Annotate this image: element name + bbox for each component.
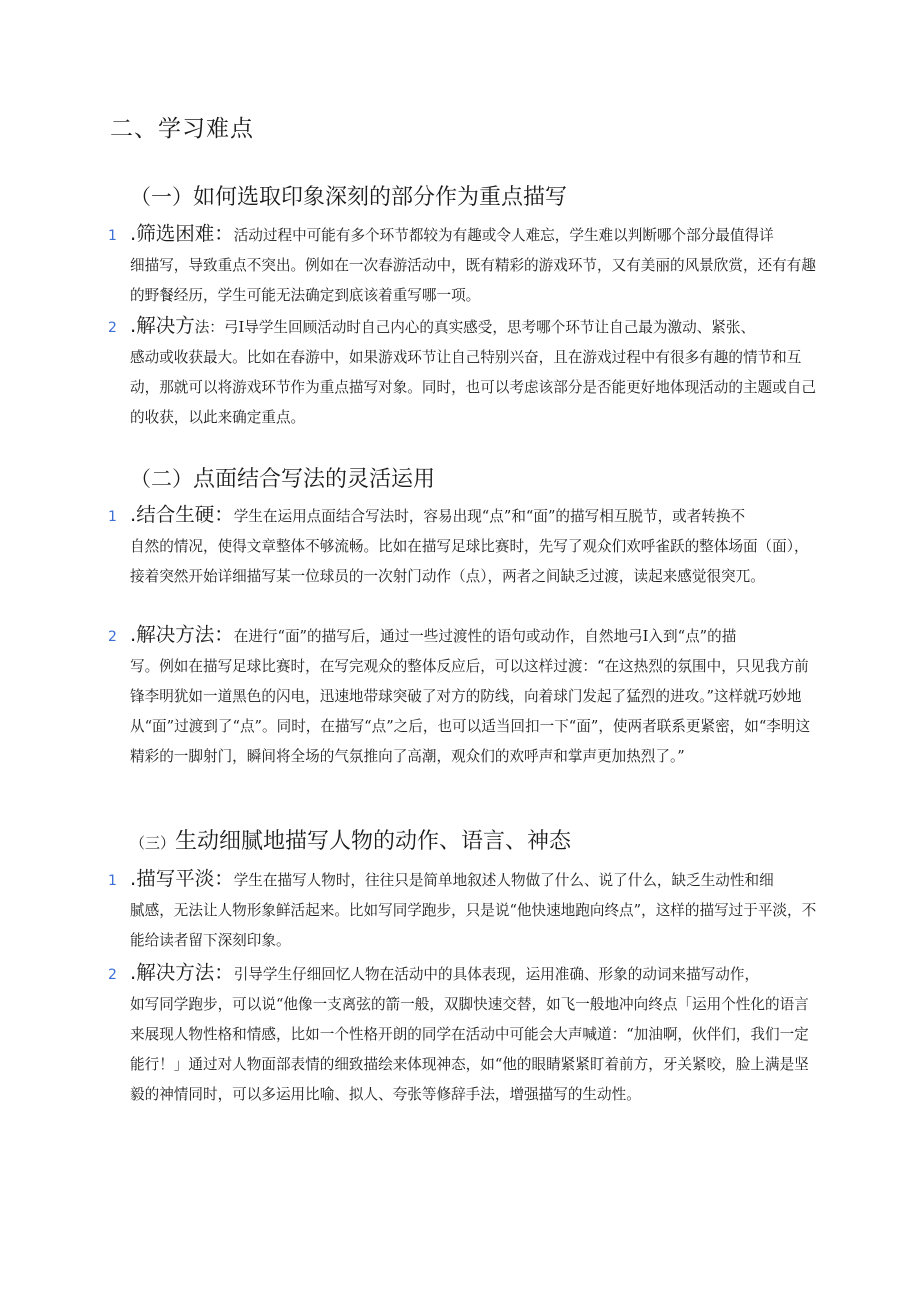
item-lead: .解决方: [130, 314, 195, 337]
item-lead: .筛选困难：: [130, 222, 234, 245]
item-continuation: 如写同学跑步，可以说“他像一支离弦的箭一般，双脚快速交替，如飞一般地冲向终点「运用个性化的语言来展现人物性格和情感，比如一个性格开朗的同学在活动中可能会大声喊道：“加油啊，伙伴们，我们一定能行！」通过对人物面部表情的细致描绘来体现神态，如“他的眼睛紧紧盯着前方，牙关紧咬，脸上满是坚毅的神情同时，可以多运用比喻、拟人、夸张等修辞手法，增强描写的生动性。: [130, 996, 809, 1103]
list-item: [108, 311, 820, 433]
item-first-line: 法：弓I导学生回顾活动时自己内心的真实感受，思考哪个环节让自己最为激动、紧张、: [194, 319, 756, 336]
subsection-prefix: （一）: [130, 185, 193, 209]
subsection-heading: 生动细腻地描写人物的动作、语言、神态: [175, 829, 572, 854]
item-number: 1: [108, 509, 117, 525]
subsection-heading: 如何选取印象深刻的部分作为重点描写: [193, 185, 568, 210]
list-item: [108, 620, 820, 772]
item-continuation: 腻感，无法让人物形象鲜活起来。比如写同学跑步，只是说“他快速地跑向终点”，这样的描写过于平淡，不能给读者留下深刻印象。: [130, 902, 817, 949]
subsection-title-3: [130, 824, 571, 855]
list-item: [108, 864, 820, 956]
item-lead: .结合生硬：: [130, 503, 234, 526]
item-number: 1: [108, 873, 117, 889]
item-first-line: 在进行“面”的描写后，通过一些过渡性的语句或动作，自然地弓I入到“点”的描: [233, 628, 737, 645]
subsection-prefix: （二）: [130, 467, 193, 491]
list-item: [108, 500, 820, 592]
subsection-heading: 点面结合写法的灵活运用: [193, 467, 436, 492]
item-first-line: 活动过程中可能有多个环节都较为有趣或令人难忘，学生难以判断哪个部分最值得详: [233, 227, 774, 244]
item-lead: .解决方法：: [130, 623, 234, 646]
item-number: 2: [108, 967, 117, 983]
item-first-line: 引导学生仔细回忆人物在活动中的具体表现，运用准确、形象的动词来描写动作，: [233, 966, 760, 983]
item-lead: .描写平淡：: [130, 867, 234, 890]
list-item: [108, 219, 820, 311]
item-continuation: 细描写，导致重点不突出。例如在一次春游活动中，既有精彩的游戏环节，又有美丽的风景欣赏，还有有趣的野餐经历，学生可能无法确定到底该着重写哪一项。: [130, 257, 816, 304]
list-item: [108, 958, 820, 1110]
item-first-line: 学生在运用点面结合写法时，容易出现“点”和“面”的描写相互脱节，或者转换不: [233, 508, 746, 525]
item-number: 1: [108, 228, 117, 244]
item-continuation: 自然的情况，使得文章整体不够流畅。比如在描写足球比赛时，先写了观众们欢呼雀跃的整体场面（面），接着突然开始详细描写某一位球员的一次射门动作（点），两者之间缺乏过渡，读起来感觉很突兀。: [130, 538, 809, 585]
subsection-prefix: （三）: [130, 834, 176, 852]
item-lead: .解决方法：: [130, 961, 234, 984]
subsection-title-1: [130, 180, 567, 211]
item-number: 2: [108, 629, 117, 645]
subsection-title-2: [130, 462, 435, 493]
item-number: 2: [108, 320, 117, 336]
item-continuation: 感动或收获最大。比如在春游中，如果游戏环节让自己特别兴奋，且在游戏过程中有很多有趣的情节和互动，那就可以将游戏环节作为重点描写对象。同时，也可以考虑该部分是否能更好地体现活动的主题或自己的收获，以此来确定重点。: [130, 349, 816, 426]
section-title: 二、学习难点: [110, 116, 254, 142]
item-continuation: 写。例如在描写足球比赛时，在写完观众的整体反应后，可以这样过渡：“在这热烈的氛围中，只见我方前锋李明犹如一道黑色的闪电，迅速地带球突破了对方的防线，向着球门发起了猛烈的进攻。”这样就巧妙地从“面”过渡到了“点”。同时，在描写“点”之后，也可以适当回扣一下“面”，使两者联系更紧密，如“李明这精彩的一脚射门，瞬间将全场的气氛推向了高潮，观众们的欢呼声和掌声更加热烈了。”: [130, 658, 811, 765]
item-first-line: 学生在描写人物时，往往只是简单地叙述人物做了什么、说了什么，缺乏生动性和细: [233, 872, 774, 889]
